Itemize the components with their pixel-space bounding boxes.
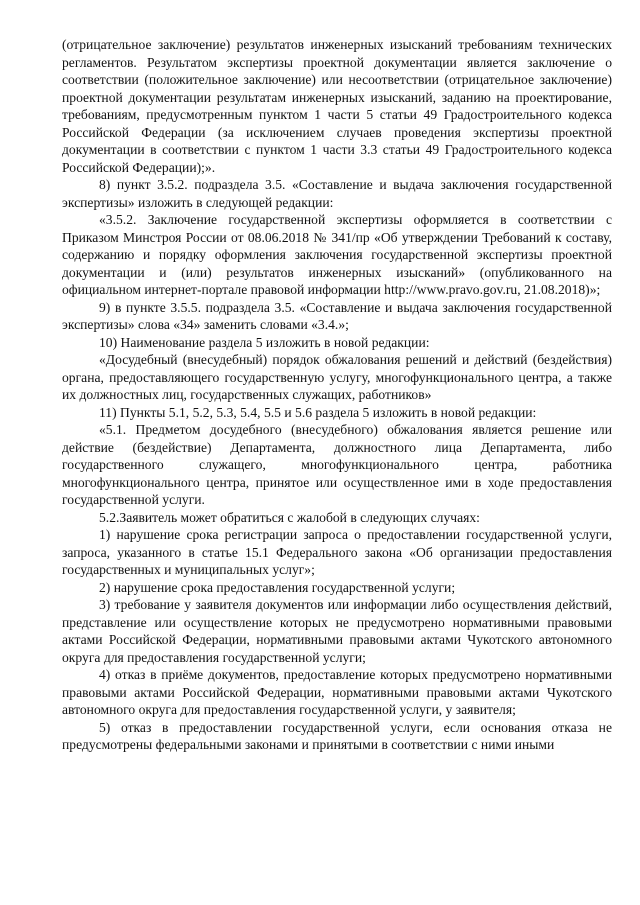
list-item-1: 1) нарушение срока регистрации запроса о предоставлении государственной услуги, запроса, указанного в статье 15.1 Федерального закона «Об организации предоставления государственных и муниципальных услуг»; <box>62 527 612 577</box>
paragraph-conclusion-continuation: (отрицательное заключение) результатов инженерных изысканий требованиям технических регламентов. Результатом экспертизы проектной документации является заключение о соответствии (положительное заключение) или несоответствии (отрицательное заключение) проектной документации результатам инженерных изысканий, заданию на проектирование, требованиям, предусмотренным пунктом 1 части 5 статьи 49 Градостроительного кодекса Российской Федерации (за исключением случаев проведения экспертизы проектной документации в соответствии с пунктом 1 части 3.3 статьи 49 Градостроительного кодекса Российской Федерации);». <box>62 37 612 175</box>
paragraph-5-2: 5.2.Заявитель может обратиться с жалобой в следующих случаях: <box>99 509 480 525</box>
paragraph-item-8: 8) пункт 3.5.2. подраздела 3.5. «Составление и выдача заключения государственной экспертизы» изложить в следующей редакции: <box>62 177 612 210</box>
paragraph-item-11: 11) Пункты 5.1, 5.2, 5.3, 5.4, 5.5 и 5.6 раздела 5 изложить в новой редакции: <box>99 404 537 420</box>
document-page <box>62 36 612 754</box>
list-item-4: 4) отказ в приёме документов, предоставление которых предусмотрено нормативными правовыми актами Российской Федерации, нормативными правовыми актами Чукотского автономного округа для предоставления государственной услуги, у заявителя; <box>62 667 612 717</box>
paragraph-5-1: «5.1. Предметом досудебного (внесудебного) обжалования является решение или действие (бездействие) Департамента, должностного лица Департамента, либо государственного служащего, многофункционального центра, работника многофункционального центра, принятое или осуществленное ими в ходе предоставления государственной услуги. <box>62 422 612 507</box>
paragraph-item-3-5-2-text: «3.5.2. Заключение государственной экспертизы оформляется в соответствии с Приказом Минстроя России от 08.06.2018 № 341/пр «Об утверждении Требований к составу, содержанию и порядку оформления заключения государственной экспертизы проектной документации и (или) результатов инженерных изысканий» (опубликованного на официальном интернет-портале правовой информации http://www.pravo.gov.ru, 21.08.2018)»; <box>62 212 612 297</box>
paragraph-item-10: 10) Наименование раздела 5 изложить в новой редакции: <box>99 334 430 350</box>
paragraph-section-5-title: «Досудебный (внесудебный) порядок обжалования решений и действий (бездействия) органа, предоставляющего государственную услугу, многофункционального центра, а также их должностных лиц, государственных служащих, работников» <box>62 352 612 402</box>
list-item-5: 5) отказ в предоставлении государственной услуги, если основания отказа не предусмотрены федеральными законами и принятыми в соответствии с ними иными <box>62 719 612 752</box>
list-item-2: 2) нарушение срока предоставления государственной услуги; <box>99 579 456 595</box>
list-item-3: 3) требование у заявителя документов или информации либо осуществления действий, представление или осуществление которых не предусмотрено нормативными правовыми актами Российской Федерации, нормативными правовыми актами Чукотского автономного округа для предоставления государственной услуги; <box>62 597 612 665</box>
paragraph-item-9: 9) в пункте 3.5.5. подраздела 3.5. «Составление и выдача заключения государственной экспертизы» слова «34» заменить словами «3.4.»; <box>62 299 612 332</box>
